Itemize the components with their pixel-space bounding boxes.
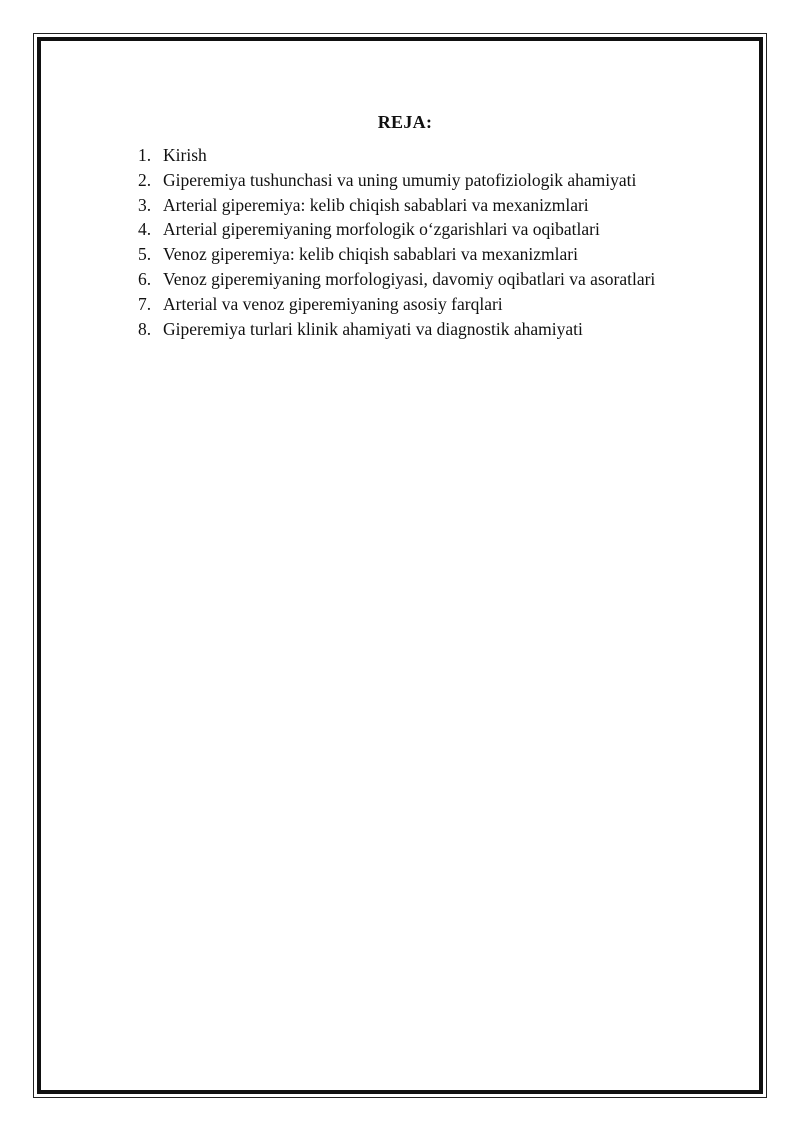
list-item — [138, 267, 655, 292]
list-item-text: Giperemiya turlari klinik ahamiyati va diagnostik ahamiyati — [163, 318, 583, 339]
list-item-number: 6. — [138, 268, 152, 289]
page-title: REJA: — [377, 112, 433, 132]
list-item — [138, 217, 655, 242]
list-item — [138, 168, 655, 193]
list-item-text: Arterial giperemiya: kelib chiqish sabablari va mexanizmlari — [163, 194, 589, 215]
list-item-number: 5. — [138, 244, 152, 265]
list-item-text: Arterial va venoz giperemiyaning asosiy farqlari — [163, 293, 503, 314]
list-item-text: Kirish — [163, 145, 207, 165]
list-item-number: 2. — [138, 169, 152, 190]
list-item-number: 8. — [138, 318, 152, 339]
list-item-text: Venoz giperemiya: kelib chiqish sabablari va mexanizmlari — [163, 244, 578, 265]
list-item-text: Arterial giperemiyaning morfologik o‘zgarishlari va oqibatlari — [163, 219, 600, 240]
list-item — [138, 143, 655, 168]
list-item-number: 1. — [138, 145, 152, 165]
list-item-text: Giperemiya tushunchasi va uning umumiy patofiziologik ahamiyati — [163, 169, 637, 190]
list-item-number: 4. — [138, 219, 152, 240]
list-item-text: Venoz giperemiyaning morfologiyasi, davomiy oqibatlari va asoratlari — [163, 268, 656, 289]
list-item-number: 7. — [138, 293, 152, 314]
list-item — [138, 317, 655, 342]
list-item — [138, 242, 655, 267]
list-item — [138, 292, 655, 317]
list-item-number: 3. — [138, 194, 152, 215]
plan-list — [138, 143, 655, 341]
list-item — [138, 193, 655, 218]
